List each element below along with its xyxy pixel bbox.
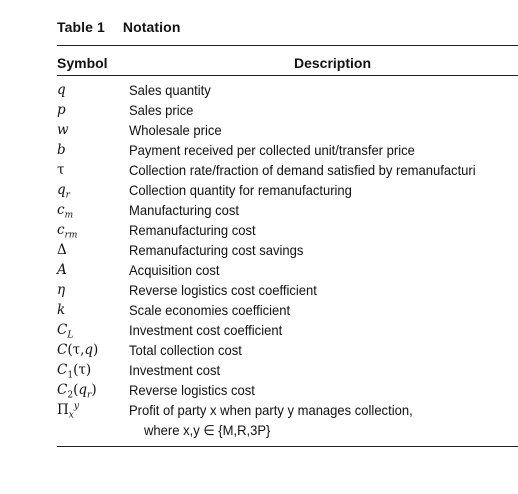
row-description: Collection quantity for remanufacturing	[129, 182, 352, 198]
top-rule	[57, 45, 518, 46]
symbol-p: p	[57, 102, 66, 118]
row-description: Wholesale price	[129, 122, 222, 138]
row-description: Scale economies coefficient	[129, 302, 291, 318]
table-row	[57, 100, 518, 120]
table-row	[57, 220, 518, 240]
symbol-c-tau-q: C(τ,q)	[57, 342, 99, 358]
symbol-w: w	[57, 122, 69, 138]
symbol-c1-tau: $C_1(\tau)$	[57, 362, 92, 381]
column-header-description: Description	[294, 55, 372, 71]
table-body	[57, 80, 518, 440]
table-row	[57, 160, 518, 180]
row-description: Acquisition cost	[129, 262, 220, 278]
row-description: Manufacturing cost	[129, 202, 240, 218]
row-description: Profit of party x when party y manages collection,	[129, 402, 413, 418]
row-description: Remanufacturing cost	[129, 222, 256, 238]
symbol-delta: Δ	[57, 242, 67, 258]
row-description: Sales quantity	[129, 82, 211, 98]
table-row	[57, 340, 518, 360]
table-caption	[57, 19, 180, 35]
symbol-b: b	[57, 142, 66, 158]
symbol-profit: $\Pi_x^y$	[57, 401, 79, 421]
symbol-c-m: $c_m$	[57, 202, 74, 221]
table-row	[57, 240, 518, 260]
symbol-c-rm: $c_{rm}$	[57, 222, 78, 241]
table-label: Table 1	[57, 19, 105, 35]
column-header-symbol: Symbol	[57, 55, 108, 71]
row-description: Investment cost coefficient	[129, 322, 283, 338]
table-row	[57, 120, 518, 140]
table-row	[57, 380, 518, 400]
row-description-continuation: where x,y ∈ {M,R,3P}	[144, 422, 271, 438]
table-row	[57, 140, 518, 160]
symbol-a: A	[57, 262, 67, 278]
symbol-tau: τ	[57, 162, 65, 178]
row-description: Collection rate/fraction of demand satisfied by remanufacturi	[129, 162, 476, 178]
bottom-rule	[57, 446, 518, 447]
row-description: Remanufacturing cost savings	[129, 242, 304, 258]
table-row	[57, 320, 518, 340]
symbol-q: q	[57, 82, 66, 98]
symbol-q-r: $q_r$	[57, 182, 70, 201]
row-description: Payment received per collected unit/transfer price	[129, 142, 415, 158]
row-description: Sales price	[129, 102, 194, 118]
notation-table	[57, 0, 518, 494]
header-rule	[57, 75, 518, 76]
symbol-c-l: $C_L$	[57, 322, 74, 341]
row-description: Reverse logistics cost	[129, 382, 255, 398]
symbol-k: k	[57, 302, 66, 318]
table-title: Notation	[122, 19, 181, 35]
table-row	[57, 400, 518, 440]
row-description: Investment cost	[129, 362, 221, 378]
table-row	[57, 260, 518, 280]
table-row	[57, 300, 518, 320]
row-description: Total collection cost	[129, 342, 242, 358]
table-row	[57, 280, 518, 300]
table-row	[57, 360, 518, 380]
symbol-eta: η	[57, 282, 66, 298]
table-row	[57, 180, 518, 200]
symbol-c2-qr: $C_2(q_r)$	[57, 382, 97, 401]
table-row	[57, 80, 518, 100]
row-description: Reverse logistics cost coefficient	[129, 282, 317, 298]
table-row	[57, 200, 518, 220]
